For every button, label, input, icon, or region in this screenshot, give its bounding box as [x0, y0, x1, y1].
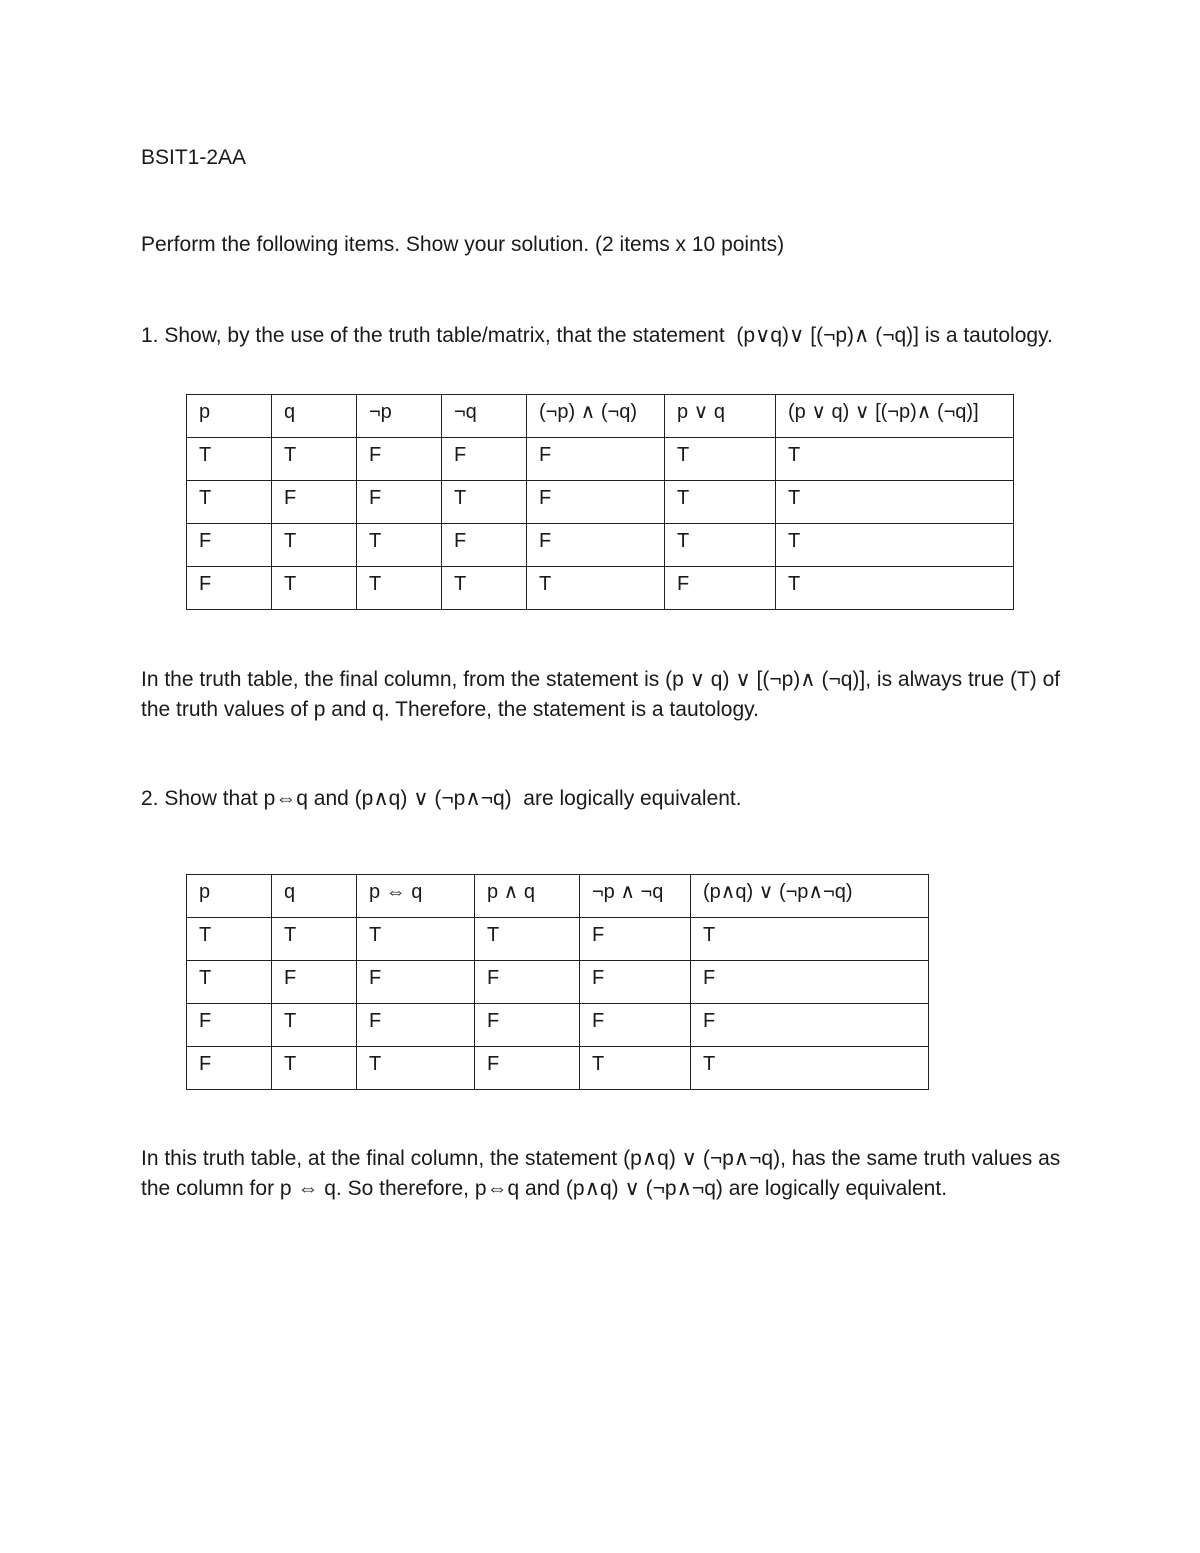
table-cell: F: [580, 918, 691, 961]
table-row: [187, 438, 1014, 481]
table-header-cell: p ⇔ q: [357, 875, 475, 918]
table-cell: F: [442, 524, 527, 567]
table-cell: T: [272, 438, 357, 481]
item1-question: 1. Show, by the use of the truth table/matrix, that the statement (p∨q)∨ [(¬p)∧ (¬q)] is a tautology.: [141, 324, 1053, 347]
item2-question: 2. Show that p⇔q and (p∧q) ∨ (¬p∧¬q) are logically equivalent.: [141, 787, 742, 810]
table-row: [187, 567, 1014, 610]
table-cell: T: [691, 918, 929, 961]
table-header-row: [187, 395, 1014, 438]
table-cell: T: [357, 918, 475, 961]
table-cell: T: [272, 567, 357, 610]
table-cell: F: [475, 1004, 580, 1047]
table-cell: F: [475, 1047, 580, 1090]
table-cell: T: [665, 524, 776, 567]
table-cell: T: [187, 438, 272, 481]
table-cell: T: [527, 567, 665, 610]
table-header-cell: p: [187, 395, 272, 438]
table-header-cell: (p∧q) ∨ (¬p∧¬q): [691, 875, 929, 918]
table-cell: F: [691, 961, 929, 1004]
table-cell: F: [272, 961, 357, 1004]
item1-conclusion: In the truth table, the final column, from the statement is (p ∨ q) ∨ [(¬p)∧ (¬q)], is always true (T) of the truth values of p and q. Therefore, the statement is a tautology.: [141, 668, 1066, 721]
table-cell: T: [580, 1047, 691, 1090]
table-cell: F: [475, 961, 580, 1004]
table-cell: F: [442, 438, 527, 481]
table-cell: T: [272, 1047, 357, 1090]
instructions-text: Perform the following items. Show your solution. (2 items x 10 points): [141, 233, 785, 256]
table-cell: T: [665, 481, 776, 524]
table-header-cell: (p ∨ q) ∨ [(¬p)∧ (¬q)]: [776, 395, 1014, 438]
table-header-cell: p ∧ q: [475, 875, 580, 918]
table-cell: F: [187, 1047, 272, 1090]
table-header-cell: (¬p) ∧ (¬q): [527, 395, 665, 438]
table-row: [187, 1004, 929, 1047]
truth-table-1: [186, 394, 1014, 610]
table-cell: F: [187, 1004, 272, 1047]
table-header-cell: p: [187, 875, 272, 918]
truth-table-2: [186, 874, 929, 1090]
table-header-cell: ¬p ∧ ¬q: [580, 875, 691, 918]
table-cell: F: [580, 961, 691, 1004]
table-cell: T: [776, 481, 1014, 524]
table-cell: T: [475, 918, 580, 961]
table-cell: F: [691, 1004, 929, 1047]
table-cell: F: [357, 961, 475, 1004]
table-row: [187, 481, 1014, 524]
table-cell: T: [187, 961, 272, 1004]
table-header-cell: ¬q: [442, 395, 527, 438]
item2-conclusion: In this truth table, at the final column, the statement (p∧q) ∨ (¬p∧¬q), has the same truth values as the column for p ⇔ q. So therefore, p⇔q and (p∧q) ∨ (¬p∧¬q) are logically equivalent.: [141, 1147, 1067, 1200]
table-cell: T: [357, 567, 442, 610]
table-cell: T: [776, 438, 1014, 481]
table-cell: T: [691, 1047, 929, 1090]
table-cell: T: [272, 918, 357, 961]
table-cell: F: [357, 1004, 475, 1047]
table-cell: T: [187, 481, 272, 524]
table-cell: F: [665, 567, 776, 610]
table-cell: T: [357, 524, 442, 567]
table-row: [187, 1047, 929, 1090]
table-cell: T: [776, 567, 1014, 610]
table-cell: F: [187, 524, 272, 567]
table-header-cell: ¬p: [357, 395, 442, 438]
table-cell: T: [187, 918, 272, 961]
table-cell: F: [527, 438, 665, 481]
table-cell: F: [527, 481, 665, 524]
table-cell: F: [580, 1004, 691, 1047]
table-cell: T: [442, 567, 527, 610]
table-cell: F: [187, 567, 272, 610]
table-cell: T: [442, 481, 527, 524]
table-cell: F: [357, 438, 442, 481]
table-cell: F: [357, 481, 442, 524]
table-cell: T: [357, 1047, 475, 1090]
table-header-cell: p ∨ q: [665, 395, 776, 438]
table-row: [187, 524, 1014, 567]
table-row: [187, 961, 929, 1004]
table-header-cell: q: [272, 875, 357, 918]
table-cell: T: [665, 438, 776, 481]
table-cell: T: [272, 1004, 357, 1047]
table-cell: F: [272, 481, 357, 524]
table-cell: F: [527, 524, 665, 567]
table-header-row: [187, 875, 929, 918]
table-header-cell: q: [272, 395, 357, 438]
table-row: [187, 918, 929, 961]
table-cell: T: [272, 524, 357, 567]
section-header: BSIT1-2AA: [141, 146, 247, 169]
table-cell: T: [776, 524, 1014, 567]
